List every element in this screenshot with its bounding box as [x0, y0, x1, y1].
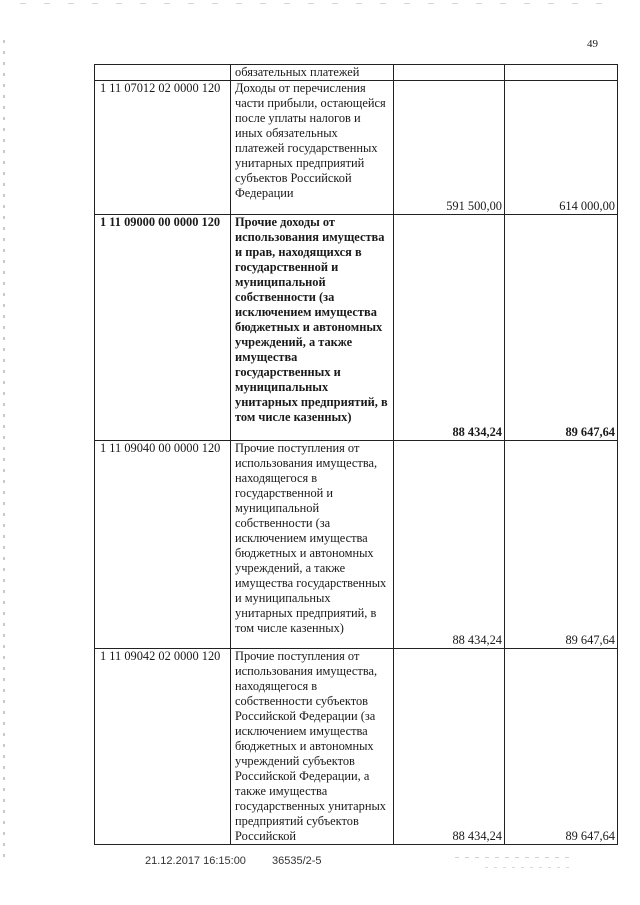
scan-edge-marks-left [3, 40, 5, 860]
amount-cell-col2: 89 647,64 [505, 441, 618, 649]
table-row [95, 649, 618, 845]
table-row [95, 215, 618, 441]
page-number: 49 [587, 38, 598, 50]
amount-cell-col2 [505, 65, 618, 81]
revenue-name-cell: обязательных платежей [231, 65, 394, 81]
budget-code-cell: 1 11 07012 02 0000 120 [95, 81, 231, 215]
budget-code-cell [95, 65, 231, 81]
scan-edge-marks-top [20, 3, 620, 4]
table-row [95, 441, 618, 649]
scan-stamp-noise [455, 853, 575, 877]
amount-cell-col1 [394, 65, 505, 81]
amount-cell-col1: 88 434,24 [394, 215, 505, 441]
budget-code-cell: 1 11 09040 00 0000 120 [95, 441, 231, 649]
budget-code-cell: 1 11 09042 02 0000 120 [95, 649, 231, 845]
amount-cell-col2: 614 000,00 [505, 81, 618, 215]
revenue-name-cell: Прочие поступления от использования имущества, находящегося в собственности субъектов Российской Федерации (за исключением имущества бюджетных и автономных учреждений субъектов Российской Федерации, а также имущества государственных унитарных предприятий субъектов Российской [231, 649, 394, 845]
budget-code-cell: 1 11 09000 00 0000 120 [95, 215, 231, 441]
amount-cell-col2: 89 647,64 [505, 215, 618, 441]
amount-cell-col1: 88 434,24 [394, 649, 505, 845]
footer-document-id: 36535/2-5 [272, 855, 322, 867]
revenue-name-cell: Прочие поступления от использования имущества, находящегося в государственной и муниципальной собственности (за исключением имущества бюджетных и автономных учреждений, а также имущества государственных и муниципальных унитарных предприятий, в том числе казенных) [231, 441, 394, 649]
table-row [95, 65, 618, 81]
table-row [95, 81, 618, 215]
revenue-name-cell: Прочие доходы от использования имущества и прав, находящихся в государственной и муниципальной собственности (за исключением имущества бюджетных и автономных учреждений, а также имущества государственных и муниципальных унитарных предприятий, в том числе казенных) [231, 215, 394, 441]
amount-cell-col1: 591 500,00 [394, 81, 505, 215]
budget-revenue-table [94, 64, 618, 845]
amount-cell-col1: 88 434,24 [394, 441, 505, 649]
revenue-name-cell: Доходы от перечисления части прибыли, остающейся после уплаты налогов и иных обязательных платежей государственных унитарных предприятий субъектов Российской Федерации [231, 81, 394, 215]
footer-timestamp: 21.12.2017 16:15:00 [145, 855, 246, 867]
amount-cell-col2: 89 647,64 [505, 649, 618, 845]
